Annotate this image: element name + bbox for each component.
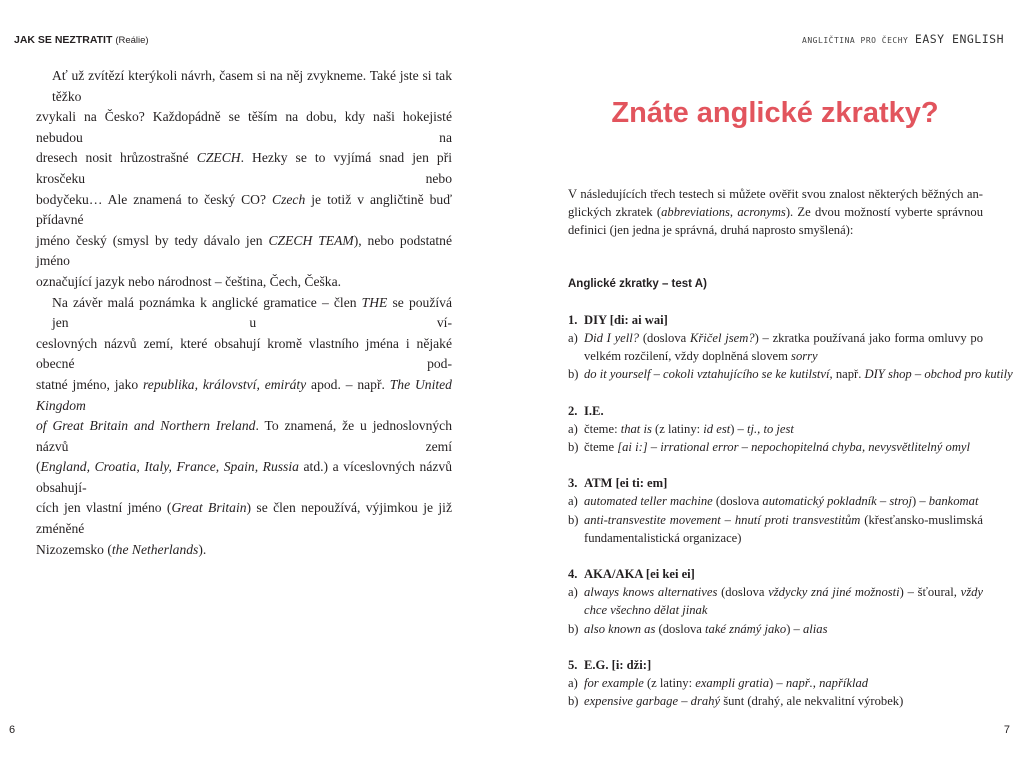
italic-text: of Great Britain and Northern Ireland — [36, 418, 256, 434]
text-run: ceslovných názvů zemí, které obsahují kromě vlastního jména i nějaké obecné pod- — [36, 335, 452, 372]
intro-paragraph — [568, 185, 983, 240]
text-line — [584, 620, 983, 638]
text-run: ) – — [730, 421, 748, 436]
text-run: cích jen vlastní jméno ( — [36, 500, 172, 516]
text-line — [36, 416, 452, 457]
answer-option — [568, 511, 983, 547]
italic-text: expensive garbage – drahý — [584, 694, 721, 709]
item-heading — [568, 311, 983, 329]
answer-option — [568, 420, 983, 438]
text-line — [36, 375, 452, 416]
text-run: statné jméno, jako — [36, 376, 144, 392]
text-line — [568, 203, 983, 221]
item-heading — [568, 402, 983, 420]
text-run: ) – — [911, 494, 929, 509]
option-label: a) — [568, 421, 578, 436]
text-run: Na závěr malá poznámka k anglické gramatice – člen — [52, 294, 362, 310]
italic-text: tj., to jest — [747, 421, 794, 436]
italic-text: např., například — [785, 676, 869, 691]
text-line — [36, 498, 452, 539]
text-line — [36, 293, 452, 334]
italic-text: automatický pokladník – stroj — [762, 494, 912, 509]
italic-text: bankomat — [928, 494, 979, 509]
option-label: b) — [568, 367, 579, 382]
brand-name: EASY ENGLISH — [914, 32, 1004, 46]
text-run: fundamentalistická organizace) — [584, 530, 742, 545]
italic-text: DIY shop – obchod pro kutily — [864, 367, 1013, 382]
item-abbreviation: ATM [ei ti: em] — [584, 476, 668, 491]
option-label: a) — [568, 331, 578, 346]
quiz-item — [568, 474, 983, 547]
answer-option — [568, 438, 983, 456]
text-line — [584, 674, 983, 692]
text-run: apod. – např. — [306, 376, 390, 392]
text-run: ). Ze dvou možností vyberte správnou — [785, 205, 983, 220]
italic-text: also known as — [584, 621, 656, 636]
italic-text: chce všechno dělat jinak — [584, 603, 708, 618]
text-line — [584, 583, 983, 601]
text-run: (doslova — [655, 621, 706, 636]
text-line — [36, 190, 452, 231]
text-line — [36, 457, 452, 498]
page-title: Znáte anglické zkratky? — [611, 97, 939, 129]
italic-text: vždy — [960, 585, 983, 600]
text-line — [36, 272, 452, 293]
option-label: a) — [568, 585, 578, 600]
quiz-item — [568, 402, 983, 457]
quiz-items — [568, 311, 1013, 711]
answer-option — [568, 492, 983, 510]
text-line — [568, 221, 983, 239]
text-run: ( — [36, 459, 41, 475]
text-run: např. — [832, 367, 865, 382]
quiz-content — [568, 185, 1013, 728]
text-run: (z latiny: — [651, 421, 704, 436]
italic-text: id est — [703, 421, 731, 436]
answer-option — [568, 583, 983, 619]
text-run: Nizozemsko ( — [36, 541, 112, 557]
option-label: a) — [568, 676, 578, 691]
quiz-item — [568, 656, 983, 711]
italic-text: automated teller machine — [584, 494, 713, 509]
answer-option — [568, 692, 983, 710]
text-line — [584, 492, 983, 510]
text-run: ) – — [786, 621, 803, 636]
answer-option — [568, 620, 983, 638]
text-line — [584, 329, 983, 347]
italic-text: the Netherlands — [111, 541, 199, 557]
italic-text: The United Kingdom — [36, 376, 452, 413]
item-abbreviation: DIY [di: ai wai] — [584, 312, 668, 327]
text-line — [36, 148, 452, 189]
item-heading — [568, 474, 983, 492]
item-abbreviation: I.E. — [584, 403, 604, 418]
text-run: definici (jen jedna je správná, druhá naprosto smyšlená): — [568, 223, 854, 238]
italic-text: that is — [620, 421, 652, 436]
text-run: dresech nosit hrůzostrašné — [36, 150, 197, 166]
text-run: V následujících třech testech si můžete ověřit svou znalost některých běžných an- — [568, 187, 983, 201]
text-run: ) – šťoural, — [899, 585, 961, 600]
italic-text: republika, království, emiráty — [143, 376, 307, 392]
brand-prefix: ANGLIČTINA PRO ČECHY — [802, 36, 909, 45]
italic-text: anti-transvestite movement – hnutí proti transvestitům — [584, 512, 861, 527]
text-run: ). — [198, 541, 207, 557]
item-abbreviation: AKA/AKA [ei kei ei] — [584, 567, 695, 582]
text-line — [584, 347, 983, 365]
quiz-item — [568, 311, 1013, 384]
text-run: (z latiny: — [643, 676, 696, 691]
text-line — [36, 334, 452, 375]
italic-text: sorry — [791, 349, 818, 364]
italic-text: vždycky zná jiné možnosti — [768, 585, 900, 600]
text-run: ) se člen nepoužívá, výjimkou je již zméněné — [36, 500, 452, 537]
italic-text: také známý jako — [705, 621, 787, 636]
italic-text: Did I yell? — [584, 331, 640, 346]
italic-text: for example — [584, 676, 644, 691]
item-number: 3. — [568, 476, 578, 491]
brand-header — [802, 32, 1004, 46]
italic-text: Great Britain — [171, 500, 247, 516]
text-line — [36, 540, 452, 561]
item-number: 4. — [568, 567, 578, 582]
text-line — [584, 511, 983, 529]
text-run: ), nebo podstatné jméno — [36, 232, 452, 269]
italic-text: exampli gratia — [695, 676, 770, 691]
running-header — [14, 34, 149, 46]
test-heading: Anglické zkratky – test A) — [568, 277, 707, 290]
italic-text: THE — [361, 294, 388, 310]
answer-option — [568, 674, 983, 692]
item-abbreviation: E.G. [i: dži:] — [584, 657, 652, 672]
text-run: čteme: — [584, 421, 621, 436]
text-line — [36, 107, 452, 148]
text-run: bodyčeku… Ale znamená to český CO? — [36, 191, 273, 207]
text-run: (doslova — [712, 494, 763, 509]
item-heading — [568, 565, 983, 583]
text-line — [584, 365, 1013, 383]
text-run: atd.) a víceslovných názvů obsahují- — [36, 459, 453, 495]
italic-text: England, Croatia, Italy, France, Spain, Russia — [40, 459, 299, 475]
italic-text: abbreviations, acronyms — [661, 205, 786, 220]
item-number: 1. — [568, 312, 578, 327]
text-run: . To znamená, že u jednoslovných názvů zemí — [36, 418, 452, 454]
item-heading — [568, 656, 983, 674]
text-run: šunt (drahý, ale nekvalitní výrobek) — [720, 694, 904, 709]
answer-option — [568, 365, 1013, 383]
text-line — [584, 692, 983, 710]
italic-text: CZECH TEAM — [268, 232, 354, 248]
text-line — [568, 185, 983, 203]
quiz-item — [568, 565, 983, 638]
text-line — [584, 438, 983, 456]
italic-text: always knows alternatives — [584, 585, 718, 600]
text-line — [584, 529, 983, 547]
option-label: b) — [568, 694, 579, 709]
text-run: (doslova — [639, 331, 690, 346]
text-run: glických zkratek ( — [568, 205, 662, 220]
text-run: ) – zkratka používaná jako forma omluvy po — [754, 331, 984, 346]
page-number: 7 — [1003, 724, 1010, 736]
text-line — [36, 231, 452, 272]
italic-text: alias — [802, 621, 828, 636]
text-line — [36, 66, 452, 107]
text-run: . Hezky se to vyjímá snad jen při krosčeku nebo — [36, 150, 452, 186]
text-run: velkém rozčilení, vždy doplněná slovem — [584, 349, 792, 364]
chapter-subtitle: (Reálie) — [115, 35, 149, 46]
text-run: (doslova — [717, 585, 769, 600]
text-run: ) – — [769, 676, 786, 691]
answer-option — [568, 329, 983, 365]
text-run: označující jazyk nebo národnost – čeština, Čech, Češka. — [36, 273, 342, 289]
text-run: se používá jen u ví- — [52, 294, 452, 331]
option-label: b) — [568, 512, 579, 527]
text-line — [584, 601, 983, 619]
text-run: čteme — [584, 440, 618, 455]
body-text — [36, 66, 452, 560]
italic-text: Křičel jsem? — [689, 331, 755, 346]
italic-text: [ai i:] – irrational error – nepochopitelná chyba, nevysvětlitelný omyl — [617, 440, 971, 455]
text-run: je totiž v angličtině buď přídavné — [36, 191, 452, 228]
item-number: 5. — [568, 657, 578, 672]
text-line — [584, 420, 983, 438]
text-run: Ať už zvítězí kterýkoli návrh, časem si na něj zvykneme. Také jste si tak těžko — [52, 68, 452, 104]
text-run: zvykali na Česko? Každopádně se těším na dobu, kdy naši hokejisté nebudou na — [36, 109, 452, 145]
text-run: (křesťansko-muslimská — [860, 512, 983, 527]
option-label: b) — [568, 440, 579, 455]
text-run: jméno český (smysl by tedy dávalo jen — [36, 232, 269, 248]
italic-text: CZECH — [196, 150, 241, 166]
italic-text: do it yourself – cokoli vztahujícího se ke kutilství, — [584, 367, 833, 382]
italic-text: Czech — [272, 191, 306, 207]
item-number: 2. — [568, 403, 578, 418]
page-number: 6 — [9, 724, 16, 736]
option-label: a) — [568, 494, 578, 509]
chapter-title: JAK SE NEZTRATIT — [14, 34, 113, 46]
option-label: b) — [568, 621, 579, 636]
